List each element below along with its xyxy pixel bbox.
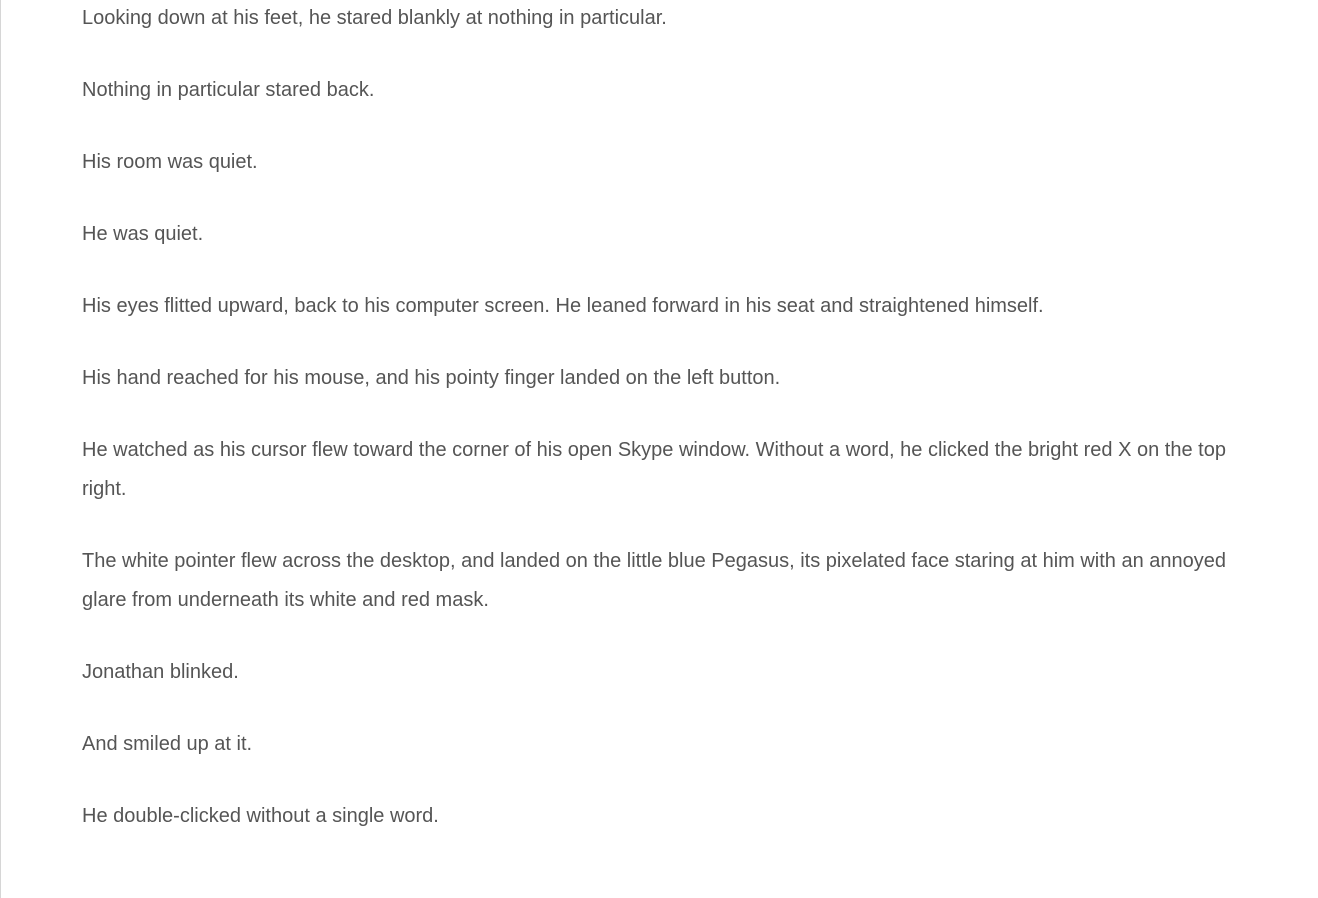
story-paragraph: His room was quiet. [82, 151, 258, 173]
story-text [82, 0, 1244, 869]
story-paragraph: Nothing in particular stared back. [82, 79, 375, 101]
story-paragraph: His hand reached for his mouse, and his pointy finger landed on the left button. [82, 367, 781, 389]
story-paragraph: He watched as his cursor flew toward the corner of his open Skype window. Without a word, he clicked the bright red X on the top right. [82, 439, 1226, 500]
story-paragraph: The white pointer flew across the desktop, and landed on the little blue Pegasus, its pixelated face staring at him with an annoyed glare from underneath its white and red mask. [82, 550, 1227, 611]
story-paragraph: Jonathan blinked. [82, 661, 239, 683]
story-paragraph: Looking down at his feet, he stared blankly at nothing in particular. [82, 7, 667, 29]
story-paragraph: And smiled up at it. [82, 733, 253, 755]
story-paragraph: He was quiet. [82, 223, 204, 245]
story-paragraph: His eyes flitted upward, back to his computer screen. He leaned forward in his seat and straightened himself. [82, 295, 1044, 317]
story-paragraph: He double-clicked without a single word. [82, 805, 439, 827]
left-border-rule [0, 0, 1, 898]
